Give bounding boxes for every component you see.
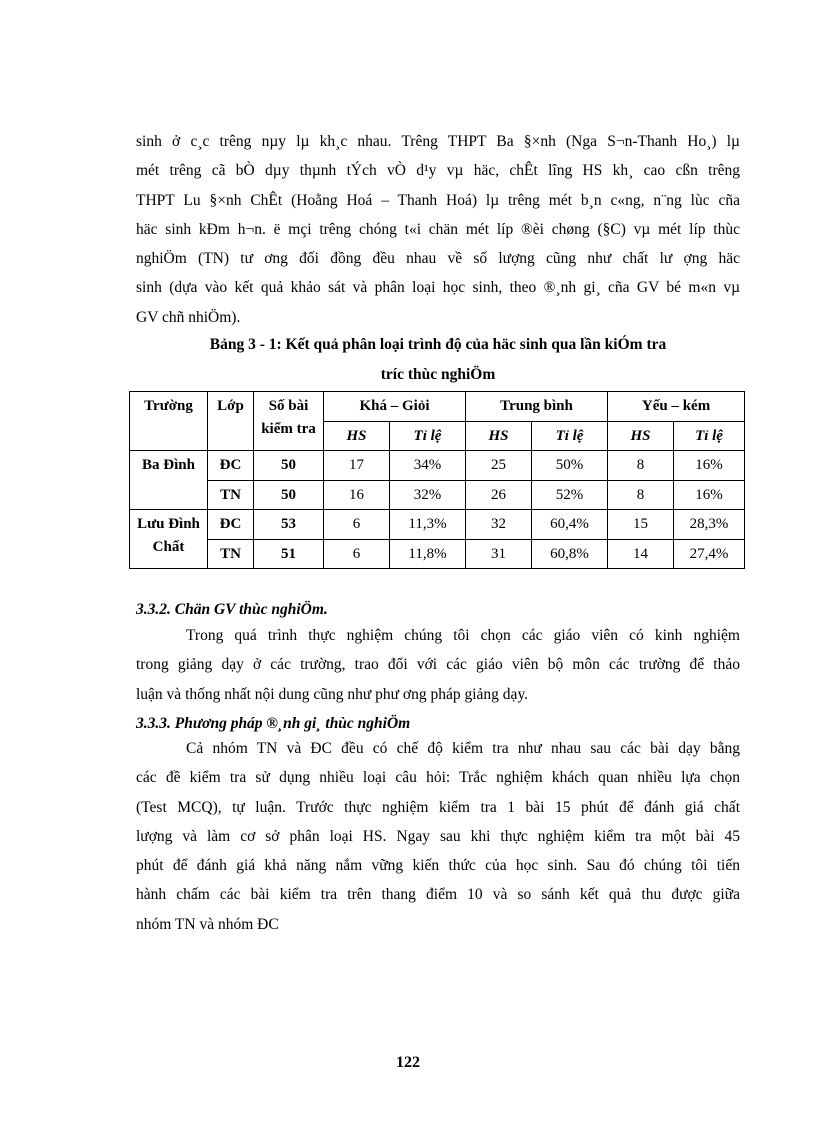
cell-weak-pct: 28,3% [674,510,745,540]
header-good: Khá – Giỏi [324,392,466,422]
header-good-hs: HS [324,421,390,451]
cell-weak-pct: 16% [674,451,745,481]
text-line: sinh ở c¸c trêng nµy lµ kh¸c nhau. Trêng THPT Ba §×nh (Nga S¬n-Thanh Ho¸) lµ [136,133,740,150]
header-weak: Yếu – kém [608,392,745,422]
text-line: nhóm TN và nhóm ĐC [136,915,279,933]
header-weak-hs: HS [608,421,674,451]
cell-school: Ba Đình [130,451,208,510]
cell-weak-hs: 8 [608,451,674,481]
cell-class: ĐC [208,451,254,481]
cell-weak-pct: 27,4% [674,539,745,569]
cell-avg-pct: 50% [532,451,608,481]
text-line: THPT Lu §×nh ChÊt (Hoằng Hoá – Thanh Hoá) lµ trêng mét b¸n c«ng, n¨ng lùc cña [136,191,740,209]
cell-tests: 53 [254,510,324,540]
cell-weak-hs: 8 [608,480,674,510]
text-line: lượng và làm cơ sở phân loại HS. Ngay sau khi thực nghiệm kiểm tra một bài 45 [136,827,740,845]
cell-avg-hs: 31 [466,539,532,569]
header-average-hs: HS [466,421,532,451]
cell-avg-hs: 25 [466,451,532,481]
cell-avg-pct: 52% [532,480,608,510]
text-line: Cả nhóm TN và ĐC đều có chế độ kiểm tra như nhau sau các bài dạy bằng [186,740,740,757]
table-caption-line: Bảng 3 - 1: Kết quả phân loại trình độ của häc sinh qua lần kiÓm tra [209,336,667,353]
cell-class: TN [208,480,254,510]
intro-paragraph [136,127,740,332]
section-333-paragraph [136,734,740,939]
header-weak-ratio: Tỉ lệ [674,421,745,451]
header-average-ratio: Tỉ lệ [532,421,608,451]
cell-good-hs: 6 [324,539,390,569]
section-332-paragraph [136,621,740,709]
header-tests: Số bài kiểm tra [254,392,324,451]
cell-tests: 51 [254,539,324,569]
table-row [130,480,745,510]
header-class: Lớp [208,392,254,451]
cell-avg-hs: 32 [466,510,532,540]
cell-class: TN [208,539,254,569]
table-caption [136,330,740,389]
text-line: nghiÖm (TN) tư ơng đối đồng đều nhau về số lượng cũng như chất lư ợng häc [136,250,740,268]
cell-school: Lưu Đình Chất [130,510,208,569]
cell-good-pct: 11,3% [390,510,466,540]
cell-avg-pct: 60,8% [532,539,608,569]
section-heading-332: 3.3.2. Chän GV thùc nghiÖm. [136,601,328,618]
section-heading-333: 3.3.3. Phương pháp ®¸nh gi¸ thùc nghiÖm [136,715,411,732]
text-line: GV chñ nhiÖm). [136,308,241,326]
cell-weak-hs: 15 [608,510,674,540]
table-row [130,451,745,481]
header-school: Trường [130,392,208,451]
text-line: Trong quá trình thực nghiệm chúng tôi chọn các giáo viên có kinh nghiệm [186,627,740,644]
cell-weak-hs: 14 [608,539,674,569]
page-number: 122 [396,1054,420,1071]
cell-good-hs: 17 [324,451,390,481]
cell-good-hs: 16 [324,480,390,510]
text-line: các đề kiểm tra sử dụng nhiều loại câu hỏi: Trắc nghiệm khách quan nhiều lựa chọn [136,769,740,787]
text-line: luận và thống nhất nội dung cũng như phư ơng pháp giảng dạy. [136,685,529,703]
cell-class: ĐC [208,510,254,540]
text-line: phút để đánh giá khả năng nắm vững kiến thức của học sinh. Sau đó chúng tôi tiến [136,857,740,875]
cell-good-hs: 6 [324,510,390,540]
text-line: sinh (dựa vào kết quả khảo sát và phân loại học sinh, theo ®¸nh gi¸ cña GV bé m«n vµ [136,279,740,297]
text-line: mét trêng cã bÒ dµy thµnh tÝch vÒ d¹y vµ häc, chÊt lîng HS kh¸ cao cßn trêng [136,162,740,180]
cell-avg-pct: 60,4% [532,510,608,540]
cell-good-pct: 11,8% [390,539,466,569]
text-line: hành chấm các bài kiểm tra trên thang điểm 10 và so sánh kết quả thu được giữa [136,886,740,904]
cell-weak-pct: 16% [674,480,745,510]
cell-good-pct: 32% [390,480,466,510]
table-row [130,539,745,569]
text-line: trong giảng dạy ở các trường, trao đổi với các giáo viên bộ môn các trường để thảo [136,656,740,674]
table-row [130,510,745,540]
table-caption-line: tríc thùc nghiÖm [380,365,496,383]
text-line: (Test MCQ), tự luận. Trước thực nghiệm kiểm tra 1 bài 15 phút để đánh giá chất [136,798,740,816]
results-table [129,391,745,569]
header-average: Trung bình [466,392,608,422]
text-line: häc sinh kÐm h¬n. ë mçi trêng chóng t«i chän mét líp ®èi chøng (§C) vµ mét líp thùc [136,220,740,238]
cell-tests: 50 [254,451,324,481]
cell-tests: 50 [254,480,324,510]
header-good-ratio: Tỉ lệ [390,421,466,451]
cell-good-pct: 34% [390,451,466,481]
cell-avg-hs: 26 [466,480,532,510]
